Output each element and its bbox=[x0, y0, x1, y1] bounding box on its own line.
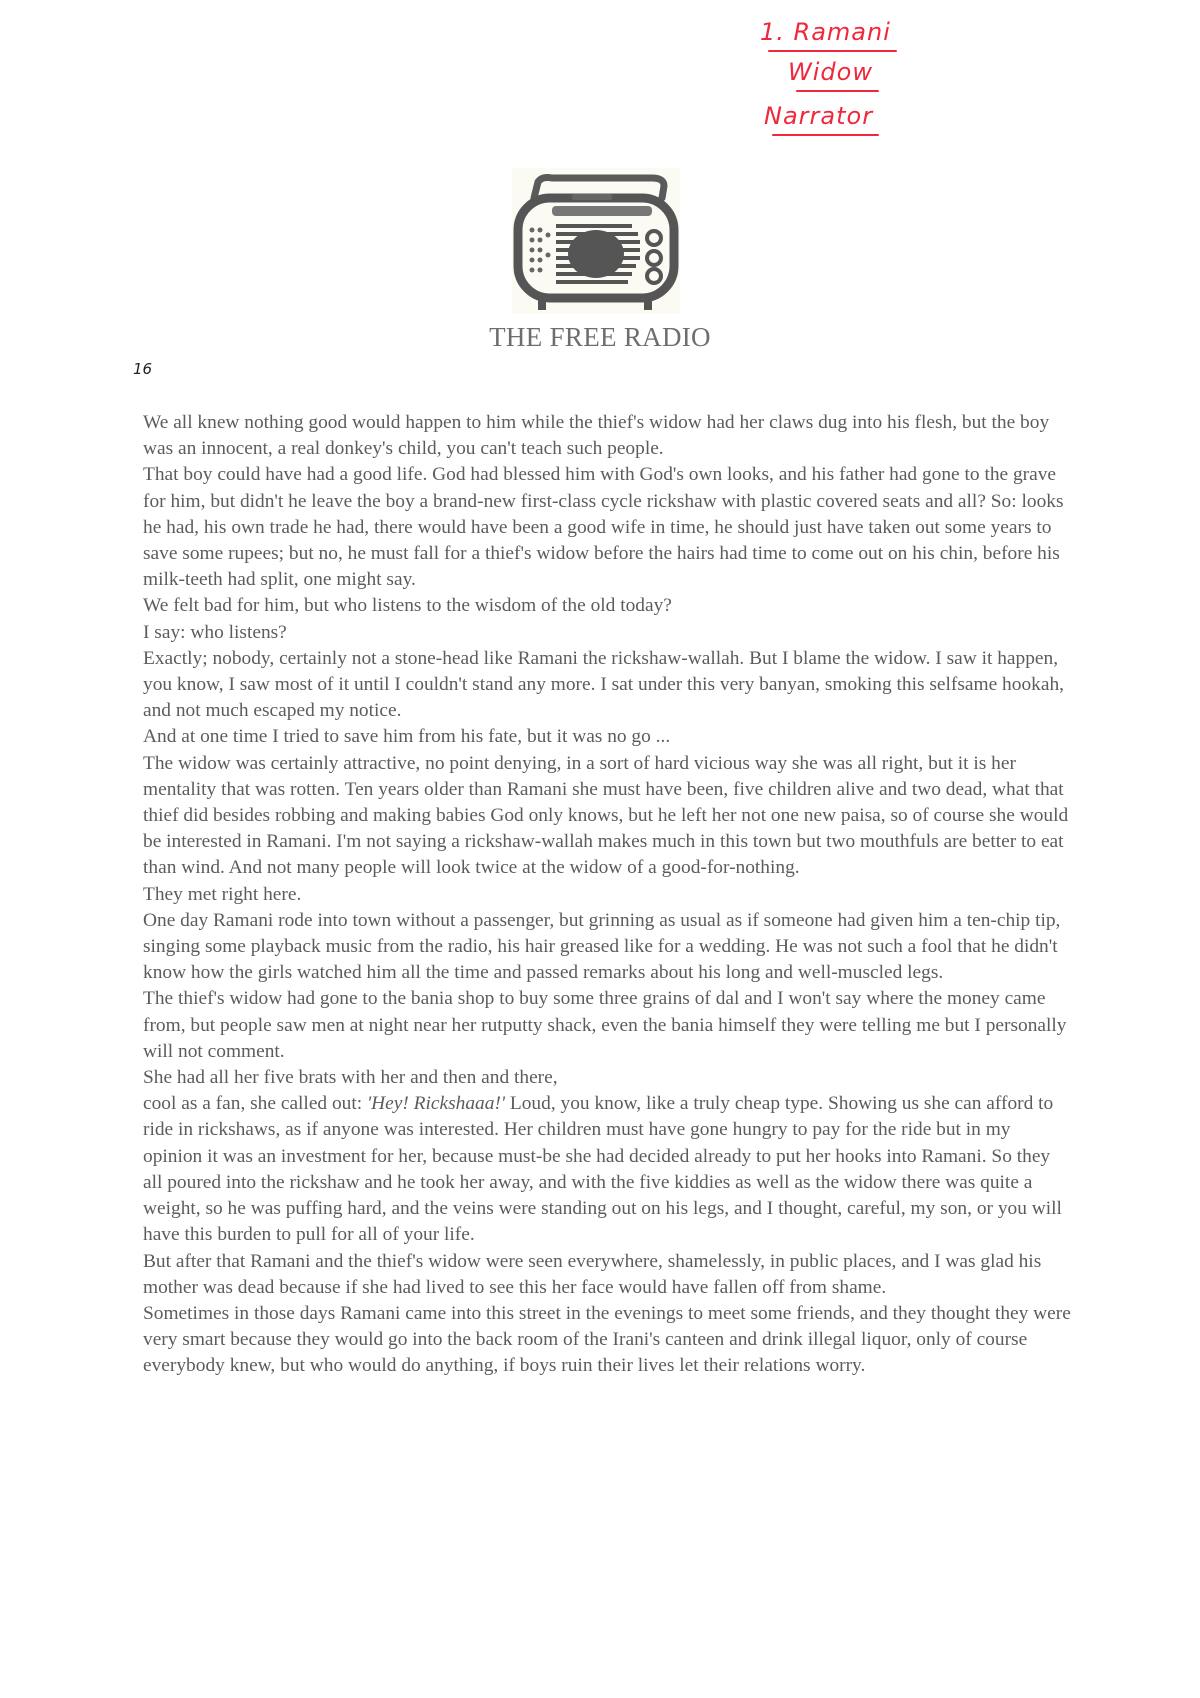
page-number: 16 bbox=[133, 360, 153, 378]
paragraph: Sometimes in those days Ramani came into this street in the evenings to meet some friends, and they thought they were very smart because they would go into the back room of the Irani's canteen and drink illegal liquor, only of course everybody knew, but who would do anything, if boys ruin their lives let their relations worry. bbox=[143, 1302, 1071, 1377]
radio-icon bbox=[512, 168, 680, 314]
quoted-call: 'Hey! Rickshaaa!' bbox=[367, 1093, 506, 1115]
paragraph: They met right here. bbox=[143, 883, 302, 905]
paragraph: The widow was certainly attractive, no point denying, in a sort of hard vicious way she was all right, but it is her mentality that was rotten. Ten years older than Ramani she must have been, five children alive and two dead, what that thief did besides robbing and making babies God only knows, but he left her not one new paisa, so of course she would be interested in Ramani. I'm not saying a rickshaw-wallah makes much in this town but two mouthfuls are better to eat than wind. And not many people will look twice at the widow of a good-for-nothing. bbox=[143, 752, 1069, 879]
paragraph: But after that Ramani and the thief's widow were seen everywhere, shamelessly, in public places, and I was glad his mother was dead because if she had lived to see this her face would have fallen off from shame. bbox=[143, 1250, 1042, 1298]
paragraph: That boy could have had a good life. God had blessed him with God's own looks, and his father had gone to the grave for him, but didn't he leave the boy a brand-new first-class cycle rickshaw with plastic covered seats and all? So: looks he had, his own trade he had, there would have been a good wife in time, he should just have taken out some years to save some rupees; but no, he must fall for a thief's widow before the hairs had time to come out on his chin, before his milk-teeth had split, one might say. bbox=[143, 464, 1064, 591]
story-title: THE FREE RADIO bbox=[489, 322, 711, 352]
paragraph: I say: who listens? bbox=[143, 621, 287, 643]
annotation-line: Narrator bbox=[764, 102, 873, 130]
paragraph: And at one time I tried to save him from his fate, but it was no go ... bbox=[143, 726, 671, 748]
paragraph: One day Ramani rode into town without a passenger, but grinning as usual as if someone had given him a ten-chip tip, singing some playback music from the radio, his hair greased like for a wedding. He was not such a fool that he didn't know how the girls watched him all the time and passed remarks about his long and well-muscled legs. bbox=[143, 909, 1061, 984]
paragraph: The thief's widow had gone to the bania shop to buy some three grains of dal and I won't say where the money came from, but people saw men at night near her rutputty shack, even the bania himself they were telling me but I personally will not comment. bbox=[143, 988, 1067, 1062]
paragraph: We all knew nothing good would happen to him while the thief's widow had her claws dug into his flesh, but the boy was an innocent, a real donkey's child, you can't teach such people. bbox=[143, 412, 1050, 460]
paragraph: We felt bad for him, but who listens to the wisdom of the old today? bbox=[143, 595, 672, 617]
annotation-line: 1. Ramani bbox=[760, 18, 891, 46]
paragraph: Exactly; nobody, certainly not a stone-head like Ramani the rickshaw-wallah. But I blame the widow. I saw it happen, you know, I saw most of it until I couldn't stand any more. I sat under this very banyan, smoking this selfsame hookah, and not much escaped my notice. bbox=[143, 647, 1064, 722]
paragraph-rickshaw-call: cool as a fan, she called out: 'Hey! Rickshaaa!' Loud, you know, like a truly cheap type. Showing us she can afford to ride in rickshaws, as if anyone was interested. Her children must have gone hungry to pay for the ride but in my opinion it was an investment for her, because must-be she had decided already to put her hooks into Ramani. So they all poured into the rickshaw and he took her away, and with the five kiddies as well as the widow there was quite a weight, so he was puffing hard, and the veins were standing out on his legs, and I thought, careful, my son, or you will have this burden to pull for all of your life. bbox=[143, 1093, 1062, 1246]
annotation-line: Widow bbox=[788, 58, 873, 86]
paragraph: She had all her five brats with her and then and there, bbox=[143, 1067, 558, 1089]
story-body bbox=[143, 410, 1073, 1380]
